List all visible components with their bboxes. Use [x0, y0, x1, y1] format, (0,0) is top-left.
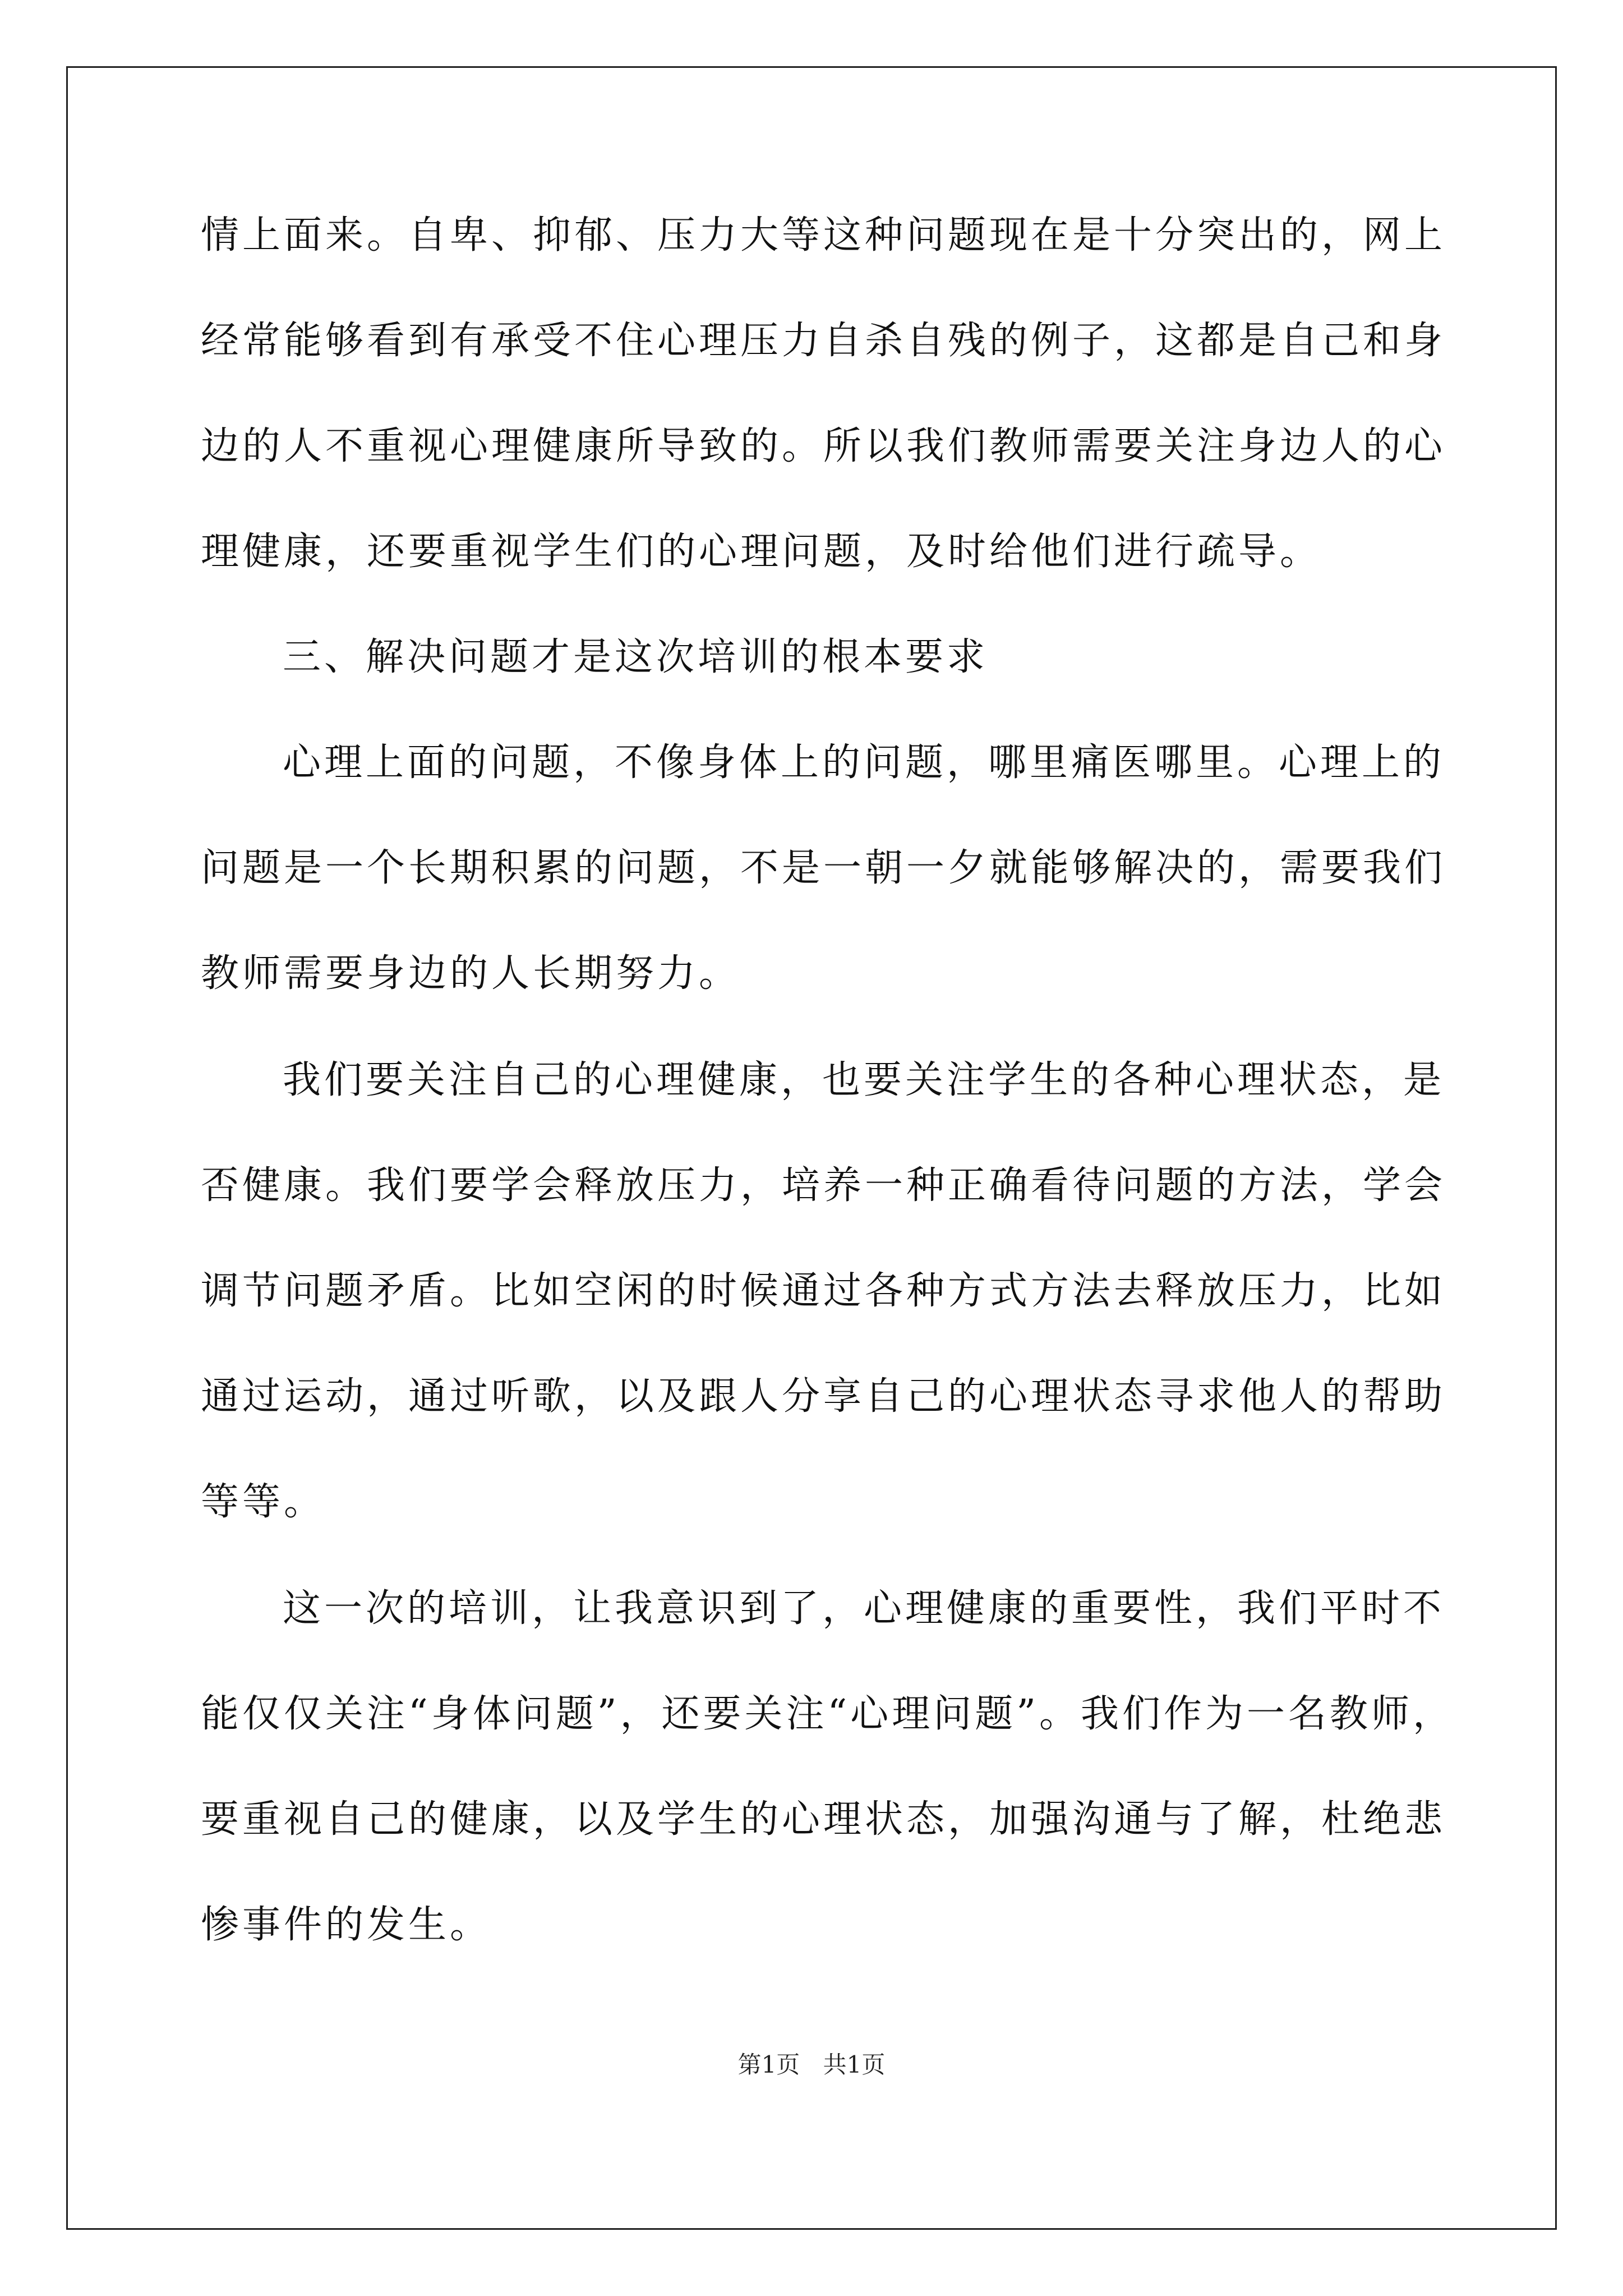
body-line: 通过运动，通过听歌，以及跟人分享自己的心理状态寻求他人的帮助 [201, 1374, 1446, 1419]
body-line: 否健康。我们要学会释放压力，培养一种正确看待问题的方法，学会 [201, 1163, 1446, 1208]
body-line: 问题是一个长期积累的问题，不是一朝一夕就能够解决的，需要我们 [201, 846, 1446, 890]
body-line: 我们要关注自己的心理健康，也要关注学生的各种心理状态，是 [283, 1058, 1445, 1102]
body-line: 要重视自己的健康，以及学生的心理状态，加强沟通与了解，杜绝悲 [201, 1797, 1446, 1842]
body-line: 这一次的培训，让我意识到了，心理健康的重要性，我们平时不 [283, 1586, 1445, 1631]
body-line: 调节问题矛盾。比如空闲的时候通过各种方式方法去释放压力，比如 [201, 1269, 1446, 1313]
body-line: 边的人不重视心理健康所导致的。所以我们教师需要关注身边人的心 [201, 424, 1446, 468]
body-line: 教师需要身边的人长期努力。 [201, 951, 741, 996]
body-line: 等等。 [201, 1480, 326, 1524]
body-line: 理健康，还要重视学生们的心理问题，及时给他们进行疏导。 [201, 530, 1322, 574]
body-line: 心理上面的问题，不像身体上的问题，哪里痛医哪里。心理上的 [283, 740, 1445, 785]
body-line: 惨事件的发生。 [201, 1903, 492, 1947]
page-footer [0, 2051, 1623, 2079]
section-heading: 三、解决问题才是这次培训的根本要求 [283, 635, 989, 679]
body-line: 能仅仅关注“身体问题”，还要关注“心理问题”。我们作为一名教师， [201, 1692, 1455, 1736]
body-line: 经常能够看到有承受不住心理压力自杀自残的例子，这都是自己和身 [201, 319, 1446, 363]
page-total: 共1页 [823, 2051, 886, 2078]
page-number: 第1页 [737, 2051, 800, 2078]
body-line: 情上面来。自卑、抑郁、压力大等这种问题现在是十分突出的，网上 [201, 213, 1446, 257]
